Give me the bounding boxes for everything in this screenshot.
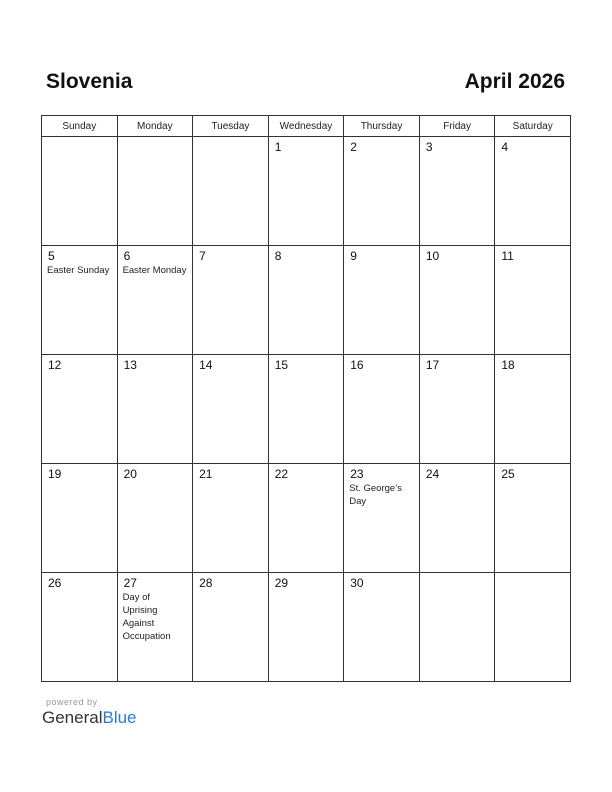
day-number: 7 xyxy=(199,249,206,263)
day-number: 8 xyxy=(274,249,282,263)
day-number: 12 xyxy=(48,358,62,372)
powered-by-label: powered by xyxy=(46,697,98,707)
day-number: 23 xyxy=(350,467,364,481)
day-cell xyxy=(419,573,495,682)
day-number: 30 xyxy=(350,576,364,590)
day-cell xyxy=(495,137,571,246)
weekday-header: Tuesday xyxy=(193,116,269,137)
week-row xyxy=(42,573,571,682)
day-cell xyxy=(117,246,193,355)
day-cell xyxy=(495,464,571,573)
day-number: 15 xyxy=(274,358,289,372)
day-number: 29 xyxy=(274,576,289,590)
day-number: 24 xyxy=(425,467,440,481)
day-number: 2 xyxy=(350,140,357,154)
day-cell xyxy=(419,464,495,573)
day-number: 17 xyxy=(425,358,440,372)
generalblue-logo[interactable] xyxy=(42,708,137,728)
day-cell xyxy=(344,355,420,464)
day-cell xyxy=(268,246,344,355)
week-row xyxy=(42,355,571,464)
day-cell xyxy=(495,573,571,682)
day-cell xyxy=(193,355,269,464)
day-number: 13 xyxy=(123,358,137,372)
day-cell xyxy=(344,137,420,246)
country-title: Slovenia xyxy=(46,70,133,93)
day-cell xyxy=(117,137,193,246)
weekday-header: Sunday xyxy=(42,116,118,137)
weekday-header-row xyxy=(42,116,571,137)
day-cell xyxy=(193,464,269,573)
week-row xyxy=(42,246,571,355)
day-cell xyxy=(117,355,193,464)
weekday-header: Saturday xyxy=(495,116,571,137)
weekday-header: Wednesday xyxy=(268,116,344,137)
day-cell xyxy=(42,137,118,246)
day-cell xyxy=(268,137,344,246)
logo-blue-text: Blue xyxy=(102,708,137,727)
day-cell xyxy=(193,573,269,682)
holiday-label: Day of Uprising Against Occupation xyxy=(122,592,171,642)
day-cell xyxy=(268,464,344,573)
day-number: 3 xyxy=(425,140,433,154)
day-cell xyxy=(268,573,344,682)
day-cell xyxy=(42,464,118,573)
day-number: 28 xyxy=(199,576,213,590)
weekday-header: Friday xyxy=(419,116,495,137)
day-cell xyxy=(419,137,495,246)
day-cell xyxy=(495,246,571,355)
day-cell xyxy=(419,246,495,355)
day-cell xyxy=(42,573,118,682)
logo-general-text: General xyxy=(42,708,103,727)
day-cell xyxy=(193,137,269,246)
day-number: 10 xyxy=(425,249,440,263)
day-number: 1 xyxy=(274,140,282,154)
day-cell xyxy=(42,355,118,464)
day-number: 18 xyxy=(501,358,515,372)
day-cell xyxy=(344,464,420,573)
day-number: 26 xyxy=(48,576,62,590)
weekday-header: Thursday xyxy=(344,116,420,137)
day-number: 9 xyxy=(350,249,357,263)
day-number: 20 xyxy=(123,467,137,481)
day-cell xyxy=(268,355,344,464)
day-cell xyxy=(117,573,193,682)
day-number: 19 xyxy=(48,467,62,481)
day-cell xyxy=(117,464,193,573)
day-cell xyxy=(344,246,420,355)
day-cell xyxy=(495,355,571,464)
calendar-grid xyxy=(41,115,571,682)
day-number: 21 xyxy=(199,467,213,481)
holiday-label: St. George’s Day xyxy=(349,483,402,507)
day-number: 11 xyxy=(501,249,514,263)
weekday-header: Monday xyxy=(117,116,193,137)
day-cell xyxy=(344,573,420,682)
day-number: 27 xyxy=(123,576,137,590)
day-number: 22 xyxy=(274,467,289,481)
week-row xyxy=(42,137,571,246)
day-number: 6 xyxy=(123,249,131,263)
day-number: 25 xyxy=(501,467,515,481)
day-cell xyxy=(42,246,118,355)
day-number: 5 xyxy=(48,249,55,263)
holiday-label: Easter Monday xyxy=(122,265,187,276)
day-number: 14 xyxy=(199,358,213,372)
week-row xyxy=(42,464,571,573)
day-cell xyxy=(419,355,495,464)
day-number: 16 xyxy=(350,358,364,372)
day-cell xyxy=(193,246,269,355)
month-year-title: April 2026 xyxy=(464,70,565,93)
day-number: 4 xyxy=(501,140,509,154)
holiday-label: Easter Sunday xyxy=(47,265,110,276)
